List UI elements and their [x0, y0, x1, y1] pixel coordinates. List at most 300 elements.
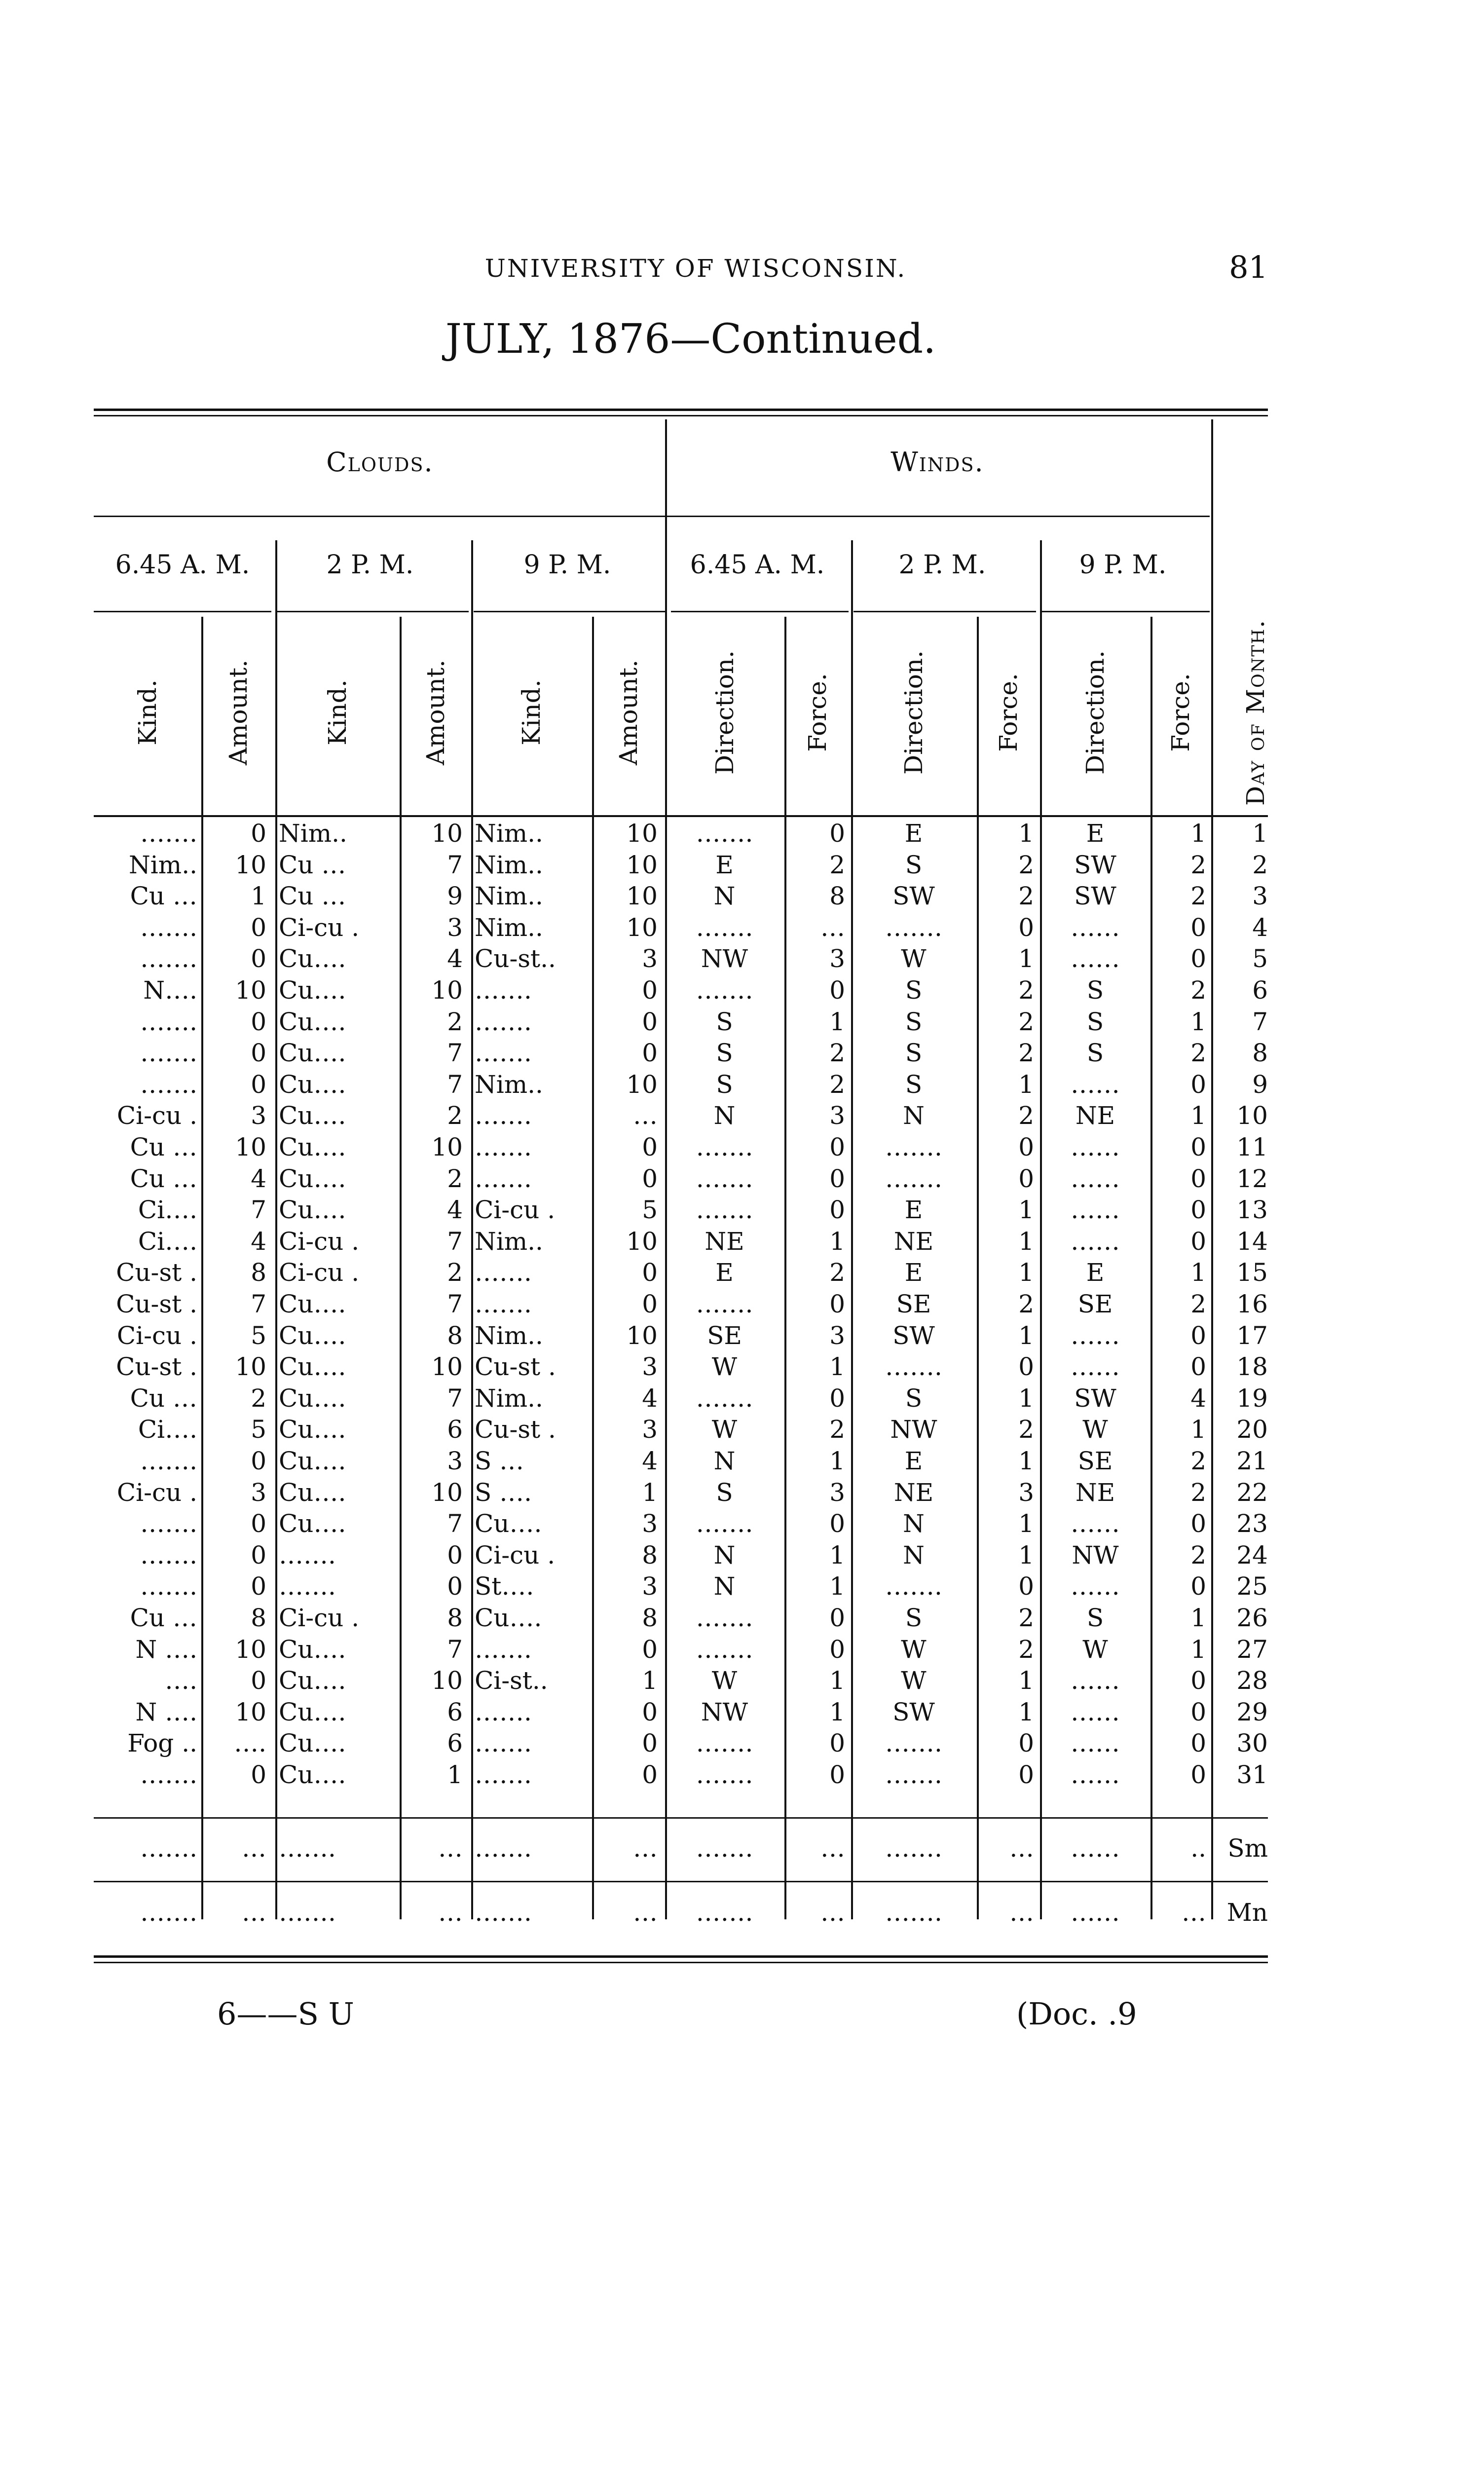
cell-wind-direction-morning: NW: [701, 944, 748, 973]
cell-wind-direction-morning: N: [713, 1572, 736, 1601]
cell-wind-force-afternoon: 0: [1018, 1164, 1034, 1193]
cell-wind-force-afternoon: 1: [1018, 1666, 1034, 1695]
cell-wind-force-afternoon: 2: [1018, 882, 1034, 911]
cell-wind-direction-afternoon: S: [905, 976, 923, 1005]
table-caption: JULY, 1876—Continued.: [445, 316, 936, 363]
cell-cloud-amount-morning: 10: [235, 850, 266, 879]
cell-wind-force-evening: 0: [1190, 1321, 1206, 1350]
cell-cloud-kind-afternoon: Cu….: [279, 944, 346, 973]
cell-cloud-amount-evening: 10: [626, 882, 658, 911]
cell-cloud-amount-evening: …: [633, 1834, 658, 1863]
bottom-rule-thin: [94, 1962, 1268, 1963]
cell-cloud-amount-morning: 0: [251, 944, 266, 973]
cell-wind-direction-afternoon: N: [903, 1540, 925, 1570]
cell-cloud-kind-afternoon: …….: [279, 1540, 336, 1570]
summary-row: [0, 1833, 1484, 1864]
cell-cloud-amount-evening: 10: [626, 1227, 658, 1256]
cell-cloud-kind-evening: Cu….: [475, 1604, 542, 1632]
cell-cloud-amount-afternoon: 2: [447, 1007, 463, 1036]
group-rule-clouds: [94, 516, 666, 517]
cell-cloud-kind-evening: Nim..: [475, 819, 543, 848]
cell-wind-force-morning: …: [820, 913, 845, 942]
cell-wind-force-morning: 0: [829, 1760, 845, 1789]
cell-wind-direction-evening: S: [1086, 1007, 1104, 1036]
cell-cloud-amount-evening: 3: [642, 944, 658, 973]
cell-cloud-amount-morning: 3: [251, 1101, 266, 1130]
cell-cloud-kind-afternoon: Nim..: [279, 819, 347, 848]
cell-day-of-month: 27: [1236, 1635, 1268, 1664]
cell-wind-direction-afternoon: N: [903, 1101, 925, 1130]
cell-cloud-amount-morning: 0: [251, 1007, 266, 1036]
cell-cloud-kind-evening: Ci-cu .: [475, 1196, 556, 1225]
cell-cloud-amount-evening: 0: [642, 1164, 658, 1193]
column-header-wind-direction: Direction.: [710, 650, 739, 775]
cell-wind-force-evening: 0: [1190, 1729, 1206, 1758]
table-row: [0, 818, 1484, 849]
cell-cloud-amount-morning: 4: [251, 1164, 266, 1193]
cell-wind-direction-evening: NE: [1075, 1101, 1115, 1130]
cell-cloud-kind-evening: …….: [475, 1039, 532, 1068]
cell-wind-force-afternoon: 0: [1018, 913, 1034, 942]
cell-cloud-kind-evening: Ci-cu .: [475, 1540, 556, 1570]
cell-wind-force-morning: 0: [829, 1635, 845, 1664]
cell-cloud-kind-afternoon: Cu….: [279, 1478, 346, 1507]
cell-wind-direction-afternoon: NE: [893, 1227, 934, 1256]
cell-wind-direction-afternoon: S: [905, 1007, 923, 1036]
cell-cloud-amount-evening: 0: [642, 1290, 658, 1318]
cell-wind-direction-morning: N: [713, 1447, 736, 1475]
cell-cloud-kind-evening: …….: [475, 1834, 532, 1863]
cell-cloud-amount-morning: 10: [235, 1697, 266, 1726]
top-rule: [94, 409, 1268, 411]
column-header-wind-force: Force.: [803, 673, 832, 752]
cell-cloud-kind-morning: …….: [140, 1447, 197, 1475]
cell-wind-direction-afternoon: SW: [892, 882, 935, 911]
cell-cloud-kind-evening: Nim..: [475, 882, 543, 911]
cell-day-of-month: 16: [1236, 1290, 1268, 1318]
cell-cloud-amount-evening: 4: [642, 1447, 658, 1475]
cell-cloud-amount-afternoon: 8: [447, 1604, 463, 1632]
cell-cloud-kind-afternoon: Cu….: [279, 1290, 346, 1318]
cell-wind-force-evening: 0: [1190, 1509, 1206, 1538]
cell-cloud-kind-morning: Ci-cu .: [116, 1101, 197, 1130]
cell-wind-direction-afternoon: E: [904, 1447, 923, 1475]
cell-wind-direction-afternoon: NW: [890, 1415, 937, 1444]
column-header-day-of-month: Day of Month.: [1241, 619, 1270, 806]
cell-wind-force-evening: 2: [1190, 1540, 1206, 1570]
cell-day-of-month: 19: [1236, 1383, 1268, 1413]
running-head: [0, 249, 1484, 294]
cell-wind-force-morning: 1: [829, 1447, 845, 1475]
cell-cloud-amount-afternoon: 6: [447, 1729, 463, 1758]
cell-wind-direction-afternoon: W: [901, 1635, 927, 1664]
table-row: [0, 1257, 1484, 1288]
cell-wind-force-evening: 1: [1190, 1007, 1206, 1036]
table-row: [0, 850, 1484, 881]
cell-cloud-kind-afternoon: Cu….: [279, 1321, 346, 1350]
cell-wind-force-evening: 0: [1190, 1760, 1206, 1789]
cell-day-of-month: 3: [1252, 882, 1268, 911]
cell-cloud-kind-evening: S …: [475, 1447, 524, 1475]
cell-wind-force-afternoon: 1: [1018, 1227, 1034, 1256]
cell-wind-force-afternoon: 1: [1018, 1383, 1034, 1413]
cell-cloud-kind-morning: …….: [140, 1834, 197, 1863]
cell-wind-force-morning: 1: [829, 1007, 845, 1036]
cell-cloud-amount-evening: 8: [642, 1604, 658, 1632]
cell-wind-force-morning: 0: [829, 1383, 845, 1413]
cell-day-of-month: 21: [1236, 1447, 1268, 1475]
cell-cloud-amount-evening: 5: [642, 1196, 658, 1225]
cell-day-of-month: 9: [1252, 1070, 1268, 1099]
table-row: [0, 1038, 1484, 1069]
cell-cloud-amount-afternoon: 7: [447, 1635, 463, 1664]
cell-wind-direction-evening: ……: [1071, 1509, 1120, 1538]
cell-wind-force-evening: 1: [1190, 1635, 1206, 1664]
cell-wind-direction-evening: ……: [1071, 944, 1120, 973]
cell-cloud-amount-morning: 0: [251, 1039, 266, 1068]
cell-cloud-amount-afternoon: 10: [431, 1666, 463, 1695]
cell-wind-direction-afternoon: …….: [885, 1164, 942, 1193]
cell-cloud-kind-afternoon: Ci-cu .: [279, 1604, 360, 1632]
cell-wind-direction-morning: …….: [696, 1290, 753, 1318]
cell-cloud-kind-morning: Nim..: [129, 850, 197, 879]
time-header-winds-evening: 9 P. M.: [1079, 550, 1167, 580]
cell-cloud-amount-afternoon: 3: [447, 1447, 463, 1475]
cell-day-of-month: 8: [1252, 1039, 1268, 1068]
cell-cloud-kind-evening: …….: [475, 976, 532, 1005]
cell-wind-direction-evening: SE: [1077, 1447, 1113, 1475]
cell-cloud-amount-afternoon: 7: [447, 1509, 463, 1538]
cell-cloud-amount-afternoon: 4: [447, 944, 463, 973]
cell-cloud-amount-afternoon: 2: [447, 1164, 463, 1193]
cell-wind-direction-morning: W: [711, 1352, 738, 1382]
cell-wind-force-afternoon: …: [1009, 1834, 1034, 1863]
cell-cloud-kind-afternoon: Cu….: [279, 1415, 346, 1444]
column-header-wind-direction: Direction.: [899, 650, 928, 775]
cell-cloud-kind-evening: Nim..: [475, 1321, 543, 1350]
cell-cloud-amount-morning: …: [242, 1898, 266, 1927]
cell-wind-direction-morning: …….: [696, 1834, 753, 1863]
cell-wind-force-morning: 0: [829, 1133, 845, 1161]
cell-wind-direction-afternoon: S: [905, 850, 923, 879]
cell-wind-force-evening: 0: [1190, 1164, 1206, 1193]
cell-cloud-kind-evening: St….: [475, 1572, 534, 1601]
cell-cloud-amount-morning: 0: [251, 1070, 266, 1099]
cell-cloud-kind-morning: …….: [140, 913, 197, 942]
cell-cloud-kind-evening: Nim..: [475, 850, 543, 879]
cell-cloud-kind-morning: Cu-st .: [116, 1290, 197, 1318]
cell-day-of-month: 17: [1236, 1321, 1268, 1350]
cell-cloud-kind-afternoon: Ci-cu .: [279, 913, 360, 942]
footer-doc-number: (Doc. .9: [1016, 1996, 1137, 2032]
cell-wind-direction-morning: E: [715, 1258, 734, 1287]
cell-cloud-amount-morning: …: [242, 1834, 266, 1863]
column-header-cloud-kind: Kind.: [133, 679, 162, 746]
cell-wind-direction-afternoon: E: [904, 1196, 923, 1225]
cell-wind-force-afternoon: 2: [1018, 1290, 1034, 1318]
cell-wind-force-morning: 0: [829, 976, 845, 1005]
cell-wind-force-evening: 0: [1190, 1070, 1206, 1099]
cell-cloud-amount-evening: 3: [642, 1509, 658, 1538]
table-row: [0, 1634, 1484, 1665]
cell-day-of-month: 29: [1236, 1697, 1268, 1726]
table-row: [0, 1069, 1484, 1100]
cell-wind-force-evening: 1: [1190, 1604, 1206, 1632]
cell-wind-direction-afternoon: S: [905, 1070, 923, 1099]
cell-cloud-kind-afternoon: Cu….: [279, 1509, 346, 1538]
table-row: [0, 1540, 1484, 1571]
table-row: [0, 1226, 1484, 1257]
cell-cloud-amount-afternoon: 3: [447, 913, 463, 942]
cell-wind-direction-evening: ……: [1071, 1070, 1120, 1099]
summary-row: [0, 1897, 1484, 1928]
cell-wind-force-afternoon: 1: [1018, 1447, 1034, 1475]
cell-cloud-amount-afternoon: 7: [447, 1383, 463, 1413]
cell-wind-force-afternoon: 2: [1018, 1415, 1034, 1444]
cell-wind-force-morning: 0: [829, 1509, 845, 1538]
cell-wind-force-morning: 0: [829, 819, 845, 848]
table-row: [0, 1320, 1484, 1351]
cell-cloud-amount-afternoon: 2: [447, 1101, 463, 1130]
cell-wind-force-afternoon: 0: [1018, 1729, 1034, 1758]
cell-wind-direction-morning: E: [715, 850, 734, 879]
cell-wind-direction-morning: W: [711, 1415, 738, 1444]
cell-cloud-kind-afternoon: Cu….: [279, 1666, 346, 1695]
cell-wind-force-evening: 2: [1190, 1478, 1206, 1507]
column-header-cloud-amount: Amount.: [421, 660, 450, 766]
cell-day-of-month: 13: [1236, 1196, 1268, 1225]
cell-cloud-kind-morning: Ci-cu .: [116, 1478, 197, 1507]
cell-cloud-amount-afternoon: 10: [431, 1352, 463, 1382]
time-header-clouds-evening: 9 P. M.: [523, 550, 611, 580]
cell-wind-force-morning: 2: [829, 850, 845, 879]
cell-cloud-kind-morning: …….: [140, 1509, 197, 1538]
cell-wind-force-evening: 1: [1190, 1101, 1206, 1130]
table-row: [0, 1508, 1484, 1539]
cell-day-of-month: 7: [1252, 1007, 1268, 1036]
cell-wind-direction-afternoon: …….: [885, 1898, 942, 1927]
cell-cloud-amount-evening: 0: [642, 1258, 658, 1287]
cell-cloud-kind-afternoon: …….: [279, 1572, 336, 1601]
cell-cloud-amount-evening: 10: [626, 1070, 658, 1099]
cell-cloud-kind-afternoon: Ci-cu .: [279, 1258, 360, 1287]
cell-cloud-amount-evening: 3: [642, 1415, 658, 1444]
cell-day-of-month: 20: [1236, 1415, 1268, 1444]
cell-cloud-kind-morning: …….: [140, 1039, 197, 1068]
cell-cloud-kind-morning: …….: [140, 819, 197, 848]
cell-wind-direction-morning: …….: [696, 1729, 753, 1758]
cell-cloud-amount-morning: 0: [251, 1447, 266, 1475]
cell-wind-direction-afternoon: …….: [885, 913, 942, 942]
totals-mid-rule: [94, 1881, 1268, 1882]
cell-wind-force-morning: 0: [829, 1604, 845, 1632]
cell-cloud-amount-morning: 2: [251, 1383, 266, 1413]
column-header-cloud-amount: Amount.: [614, 660, 643, 766]
cell-wind-force-afternoon: 1: [1018, 819, 1034, 848]
cell-cloud-amount-afternoon: …: [438, 1834, 463, 1863]
cell-wind-force-afternoon: 1: [1018, 1321, 1034, 1350]
cell-wind-force-evening: 0: [1190, 1196, 1206, 1225]
cell-wind-direction-evening: ……: [1071, 1227, 1120, 1256]
cell-cloud-amount-afternoon: …: [438, 1898, 463, 1927]
cell-cloud-kind-morning: N ….: [135, 1635, 197, 1664]
cell-wind-force-morning: …: [820, 1834, 845, 1863]
cell-cloud-amount-evening: 3: [642, 1352, 658, 1382]
cell-cloud-amount-afternoon: 7: [447, 1290, 463, 1318]
cell-wind-direction-morning: S: [716, 1039, 733, 1068]
cell-wind-direction-morning: …….: [696, 1760, 753, 1789]
cell-cloud-amount-afternoon: 10: [431, 819, 463, 848]
cell-wind-force-evening: 0: [1190, 1352, 1206, 1382]
cell-cloud-amount-morning: 8: [251, 1604, 266, 1632]
cell-cloud-kind-evening: …….: [475, 1101, 532, 1130]
cell-cloud-amount-morning: 4: [251, 1227, 266, 1256]
cell-wind-direction-afternoon: W: [901, 944, 927, 973]
cell-cloud-amount-evening: 0: [642, 1760, 658, 1789]
table-row: [0, 1414, 1484, 1445]
cell-cloud-kind-afternoon: Cu….: [279, 1196, 346, 1225]
cell-wind-direction-morning: …….: [696, 819, 753, 848]
cell-cloud-kind-morning: …….: [140, 1760, 197, 1789]
table-row: [0, 1446, 1484, 1477]
table-row: [0, 1007, 1484, 1038]
cell-cloud-kind-afternoon: Cu….: [279, 1729, 346, 1758]
cell-cloud-kind-morning: …….: [140, 1898, 197, 1927]
cell-wind-force-morning: 0: [829, 1196, 845, 1225]
cell-wind-force-evening: 2: [1190, 1039, 1206, 1068]
cell-cloud-kind-evening: Cu-st .: [475, 1352, 556, 1382]
cell-cloud-amount-morning: 7: [251, 1290, 266, 1318]
cell-wind-direction-evening: E: [1086, 819, 1105, 848]
cell-wind-direction-evening: SW: [1074, 1383, 1116, 1413]
cell-cloud-amount-morning: 10: [235, 1133, 266, 1161]
cell-cloud-kind-evening: S ….: [475, 1478, 532, 1507]
cell-cloud-amount-afternoon: 8: [447, 1321, 463, 1350]
cell-wind-force-evening: 2: [1190, 976, 1206, 1005]
cell-cloud-kind-evening: …….: [475, 1258, 532, 1287]
table-row: [0, 1477, 1484, 1508]
cell-cloud-kind-morning: Ci….: [138, 1415, 197, 1444]
cell-wind-direction-evening: ……: [1071, 1729, 1120, 1758]
cell-cloud-kind-morning: Cu …: [130, 1133, 197, 1161]
column-header-cloud-kind: Kind.: [323, 679, 352, 746]
cell-cloud-kind-afternoon: Cu….: [279, 1039, 346, 1068]
cell-wind-direction-afternoon: SW: [892, 1321, 935, 1350]
cell-cloud-amount-morning: 0: [251, 1572, 266, 1601]
cell-cloud-kind-afternoon: …….: [279, 1834, 336, 1863]
cell-cloud-kind-afternoon: …….: [279, 1898, 336, 1927]
cell-cloud-amount-evening: 1: [642, 1666, 658, 1695]
cell-wind-force-afternoon: 2: [1018, 976, 1034, 1005]
cell-cloud-kind-morning: Cu …: [130, 1383, 197, 1413]
cell-wind-direction-evening: ……: [1071, 1898, 1120, 1927]
cell-cloud-kind-evening: Nim..: [475, 1383, 543, 1413]
cell-wind-direction-evening: SW: [1074, 882, 1116, 911]
cell-wind-force-evening: 2: [1190, 1290, 1206, 1318]
cell-wind-direction-afternoon: …….: [885, 1834, 942, 1863]
cell-wind-direction-evening: W: [1082, 1415, 1108, 1444]
table-row: [0, 881, 1484, 912]
cell-cloud-amount-evening: 1: [642, 1478, 658, 1507]
cell-wind-force-morning: 1: [829, 1540, 845, 1570]
cell-wind-direction-morning: NE: [705, 1227, 744, 1256]
cell-wind-direction-morning: …….: [696, 1383, 753, 1413]
cell-day-of-month: 30: [1236, 1729, 1268, 1758]
cell-day-of-month: 22: [1236, 1478, 1268, 1507]
table-row: [0, 1351, 1484, 1383]
table-row: [0, 1100, 1484, 1131]
cell-cloud-kind-morning: Cu …: [130, 1604, 197, 1632]
cell-cloud-amount-evening: …: [633, 1898, 658, 1927]
cell-cloud-amount-morning: 0: [251, 1540, 266, 1570]
cell-wind-force-afternoon: 1: [1018, 1540, 1034, 1570]
cell-wind-direction-evening: NW: [1072, 1540, 1119, 1570]
cell-cloud-kind-evening: Cu-st .: [475, 1415, 556, 1444]
cell-wind-force-evening: 0: [1190, 913, 1206, 942]
cell-wind-direction-morning: …….: [696, 1133, 753, 1161]
cell-cloud-kind-evening: Nim..: [475, 913, 543, 942]
cell-cloud-kind-evening: Nim..: [475, 1227, 543, 1256]
cell-day-of-month: 26: [1236, 1604, 1268, 1632]
cell-wind-force-morning: 3: [829, 1478, 845, 1507]
cell-wind-direction-afternoon: …….: [885, 1760, 942, 1789]
cell-cloud-amount-morning: 10: [235, 976, 266, 1005]
cell-wind-force-morning: 0: [829, 1729, 845, 1758]
cell-cloud-kind-morning: Ci-cu .: [116, 1321, 197, 1350]
table-row: [0, 1759, 1484, 1791]
cell-cloud-kind-evening: …….: [475, 1635, 532, 1664]
cell-cloud-kind-afternoon: Cu….: [279, 1352, 346, 1382]
cell-wind-force-afternoon: …: [1009, 1898, 1034, 1927]
cell-wind-force-afternoon: 2: [1018, 1604, 1034, 1632]
cell-day-of-month: 10: [1236, 1101, 1268, 1130]
cell-wind-force-evening: 1: [1190, 1258, 1206, 1287]
cell-cloud-amount-morning: 10: [235, 1352, 266, 1382]
cell-cloud-kind-afternoon: Cu….: [279, 1070, 346, 1099]
page-number: 81: [1229, 249, 1268, 285]
cell-day-of-month: 15: [1236, 1258, 1268, 1287]
cell-cloud-kind-afternoon: Cu …: [279, 850, 346, 879]
cell-day-of-month: 12: [1236, 1164, 1268, 1193]
cell-wind-force-morning: 3: [829, 1101, 845, 1130]
cell-day-of-month: 31: [1236, 1760, 1268, 1789]
cell-cloud-kind-afternoon: Cu….: [279, 976, 346, 1005]
cell-cloud-amount-afternoon: 7: [447, 850, 463, 879]
cell-cloud-amount-evening: 0: [642, 1635, 658, 1664]
cell-wind-force-evening: 1: [1190, 819, 1206, 848]
cell-wind-force-afternoon: 1: [1018, 1509, 1034, 1538]
cell-wind-direction-morning: S: [716, 1007, 733, 1036]
cell-cloud-amount-afternoon: 6: [447, 1697, 463, 1726]
cell-wind-direction-afternoon: W: [901, 1666, 927, 1695]
cell-wind-force-afternoon: 0: [1018, 1133, 1034, 1161]
cell-wind-force-afternoon: 0: [1018, 1572, 1034, 1601]
cell-cloud-amount-afternoon: 10: [431, 1133, 463, 1161]
cell-day-of-month: 1: [1252, 819, 1268, 848]
cell-wind-direction-evening: ……: [1071, 913, 1120, 942]
cell-wind-direction-morning: SE: [707, 1321, 742, 1350]
table-row: [0, 975, 1484, 1006]
cell-cloud-kind-morning: Cu …: [130, 1164, 197, 1193]
cell-wind-direction-afternoon: S: [905, 1604, 923, 1632]
cell-wind-direction-evening: NE: [1075, 1478, 1115, 1507]
column-header-wind-force: Force.: [1166, 673, 1195, 752]
cell-cloud-amount-evening: 0: [642, 1729, 658, 1758]
cell-cloud-kind-evening: …….: [475, 1898, 532, 1927]
column-header-wind-direction: Direction.: [1081, 650, 1110, 775]
cell-wind-force-afternoon: 1: [1018, 1196, 1034, 1225]
time-header-winds-morning: 6.45 A. M.: [690, 550, 825, 580]
